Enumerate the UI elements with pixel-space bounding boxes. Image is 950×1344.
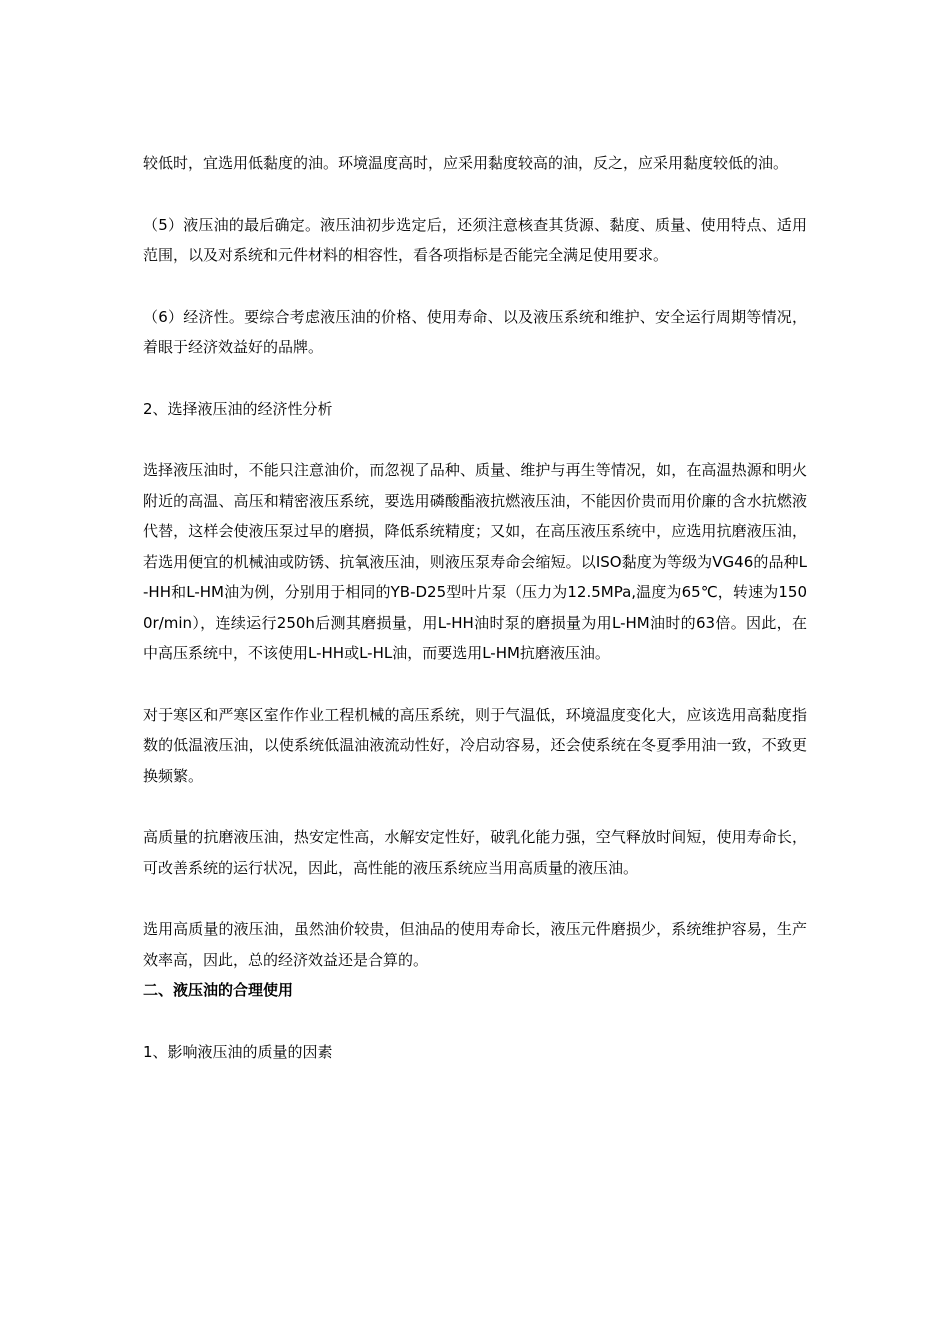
section-heading: 二、液压油的合理使用 <box>143 981 294 999</box>
paragraph-viscosity-temperature: 较低时，宜选用低黏度的油。环境温度高时，应采用黏度较高的油，反之，应采用黏度较低的油。 <box>143 154 789 172</box>
paragraph-economy: （6）经济性。要综合考虑液压油的价格、使用寿命、以及液压系统和维护、安全运行周期等情况，着眼于经济效益好的品牌。 <box>143 307 807 356</box>
paragraph-overall-benefit: 选用高质量的液压油，虽然油价较贵，但油品的使用寿命长，液压元件磨损少，系统维护容易，生产效率高，因此，总的经济效益还是合算的。 <box>143 920 807 969</box>
paragraph-selection-analysis: 选择液压油时，不能只注意油价，而忽视了品种、质量、维护与再生等情况，如，在高温热源和明火附近的高温、高压和精密液压系统，要选用磷酸酯液抗燃液压油，不能因价贵而用价廉的含水抗燃液代替，这样会使液压泵过早的磨损，降低系统精度；又如，在高压液压系统中，应选用抗磨液压油，若选用便宜的机械油或防锈、抗氧液压油，则液压泵寿命会缩短。以ISO黏度为等级为VG46的品种L-HH和L-HM油为例，分别用于相同的YB-D25型叶片泵（压力为12.5MPa,温度为65℃，转速为1500r/min），连续运行250h后测其磨损量，用L-HH油时泵的磨损量为用L-HM油时的63倍。因此，在中高压系统中，不该使用L-HH或L-HL油，而要选用L-HM抗磨液压油。 <box>143 461 807 662</box>
subsection-heading: 1、影响液压油的质量的因素 <box>143 1042 333 1061</box>
paragraph-final-selection: （5）液压油的最后确定。液压油初步选定后，还须注意核查其货源、黏度、质量、使用特点、适用范围，以及对系统和元件材料的相容性，看各项指标是否能完全满足使用要求。 <box>143 215 807 264</box>
document-body <box>143 148 807 1067</box>
paragraph-cold-region: 对于寒区和严寒区室作作业工程机械的高压系统，则于气温低，环境温度变化大，应该选用高黏度指数的低温液压油，以使系统低温油液流动性好，冷启动容易，还会使系统在冬夏季用油一致，不致更换频繁。 <box>143 705 807 785</box>
paragraph-high-quality-oil: 高质量的抗磨液压油，热安定性高，水解安定性好，破乳化能力强，空气释放时间短，使用寿命长，可改善系统的运行状况，因此，高性能的液压系统应当用高质量的液压油。 <box>143 828 807 877</box>
subheading-economic-analysis: 2、选择液压油的经济性分析 <box>143 399 333 418</box>
